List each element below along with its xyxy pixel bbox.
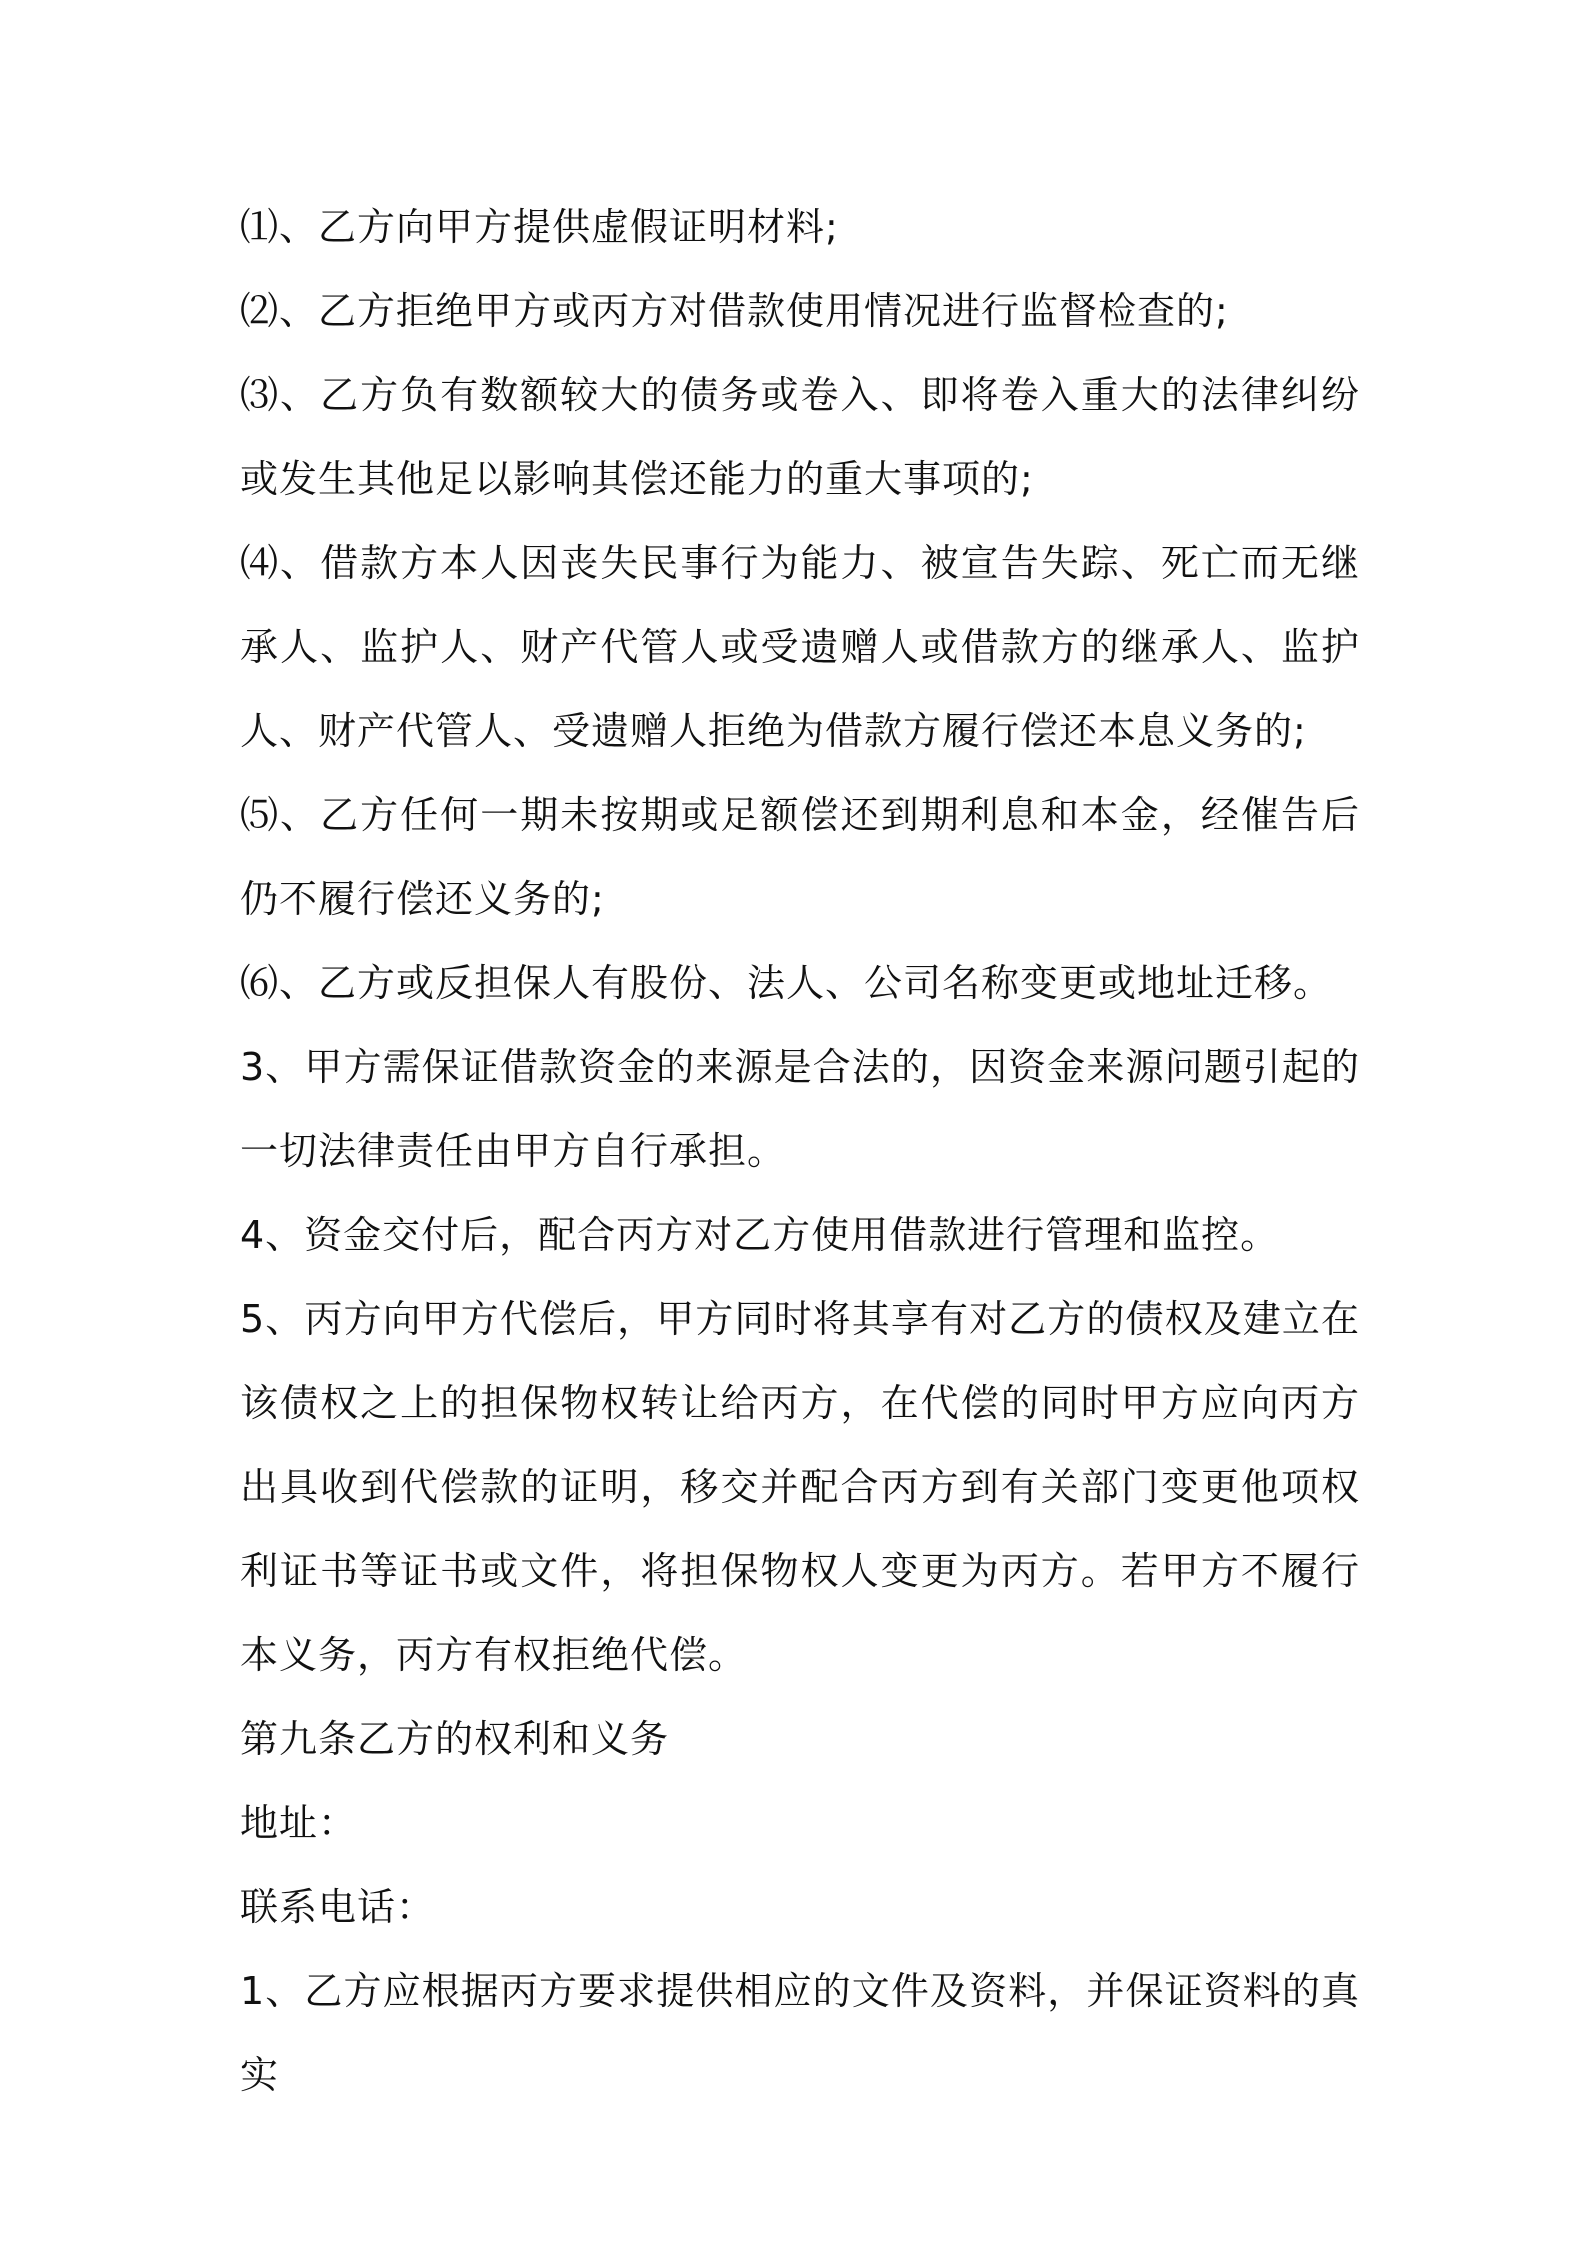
clause-item-4: ⑷、借款方本人因丧失民事行为能力、被宣告失踪、死亡而无继承人、监护人、财产代管人或受遗赠人或借款方的继承人、监护人、财产代管人、受遗赠人拒绝为借款方履行偿还本息义务的; bbox=[240, 541, 1360, 753]
phone-label: 联系电话： bbox=[240, 1885, 436, 1929]
clause-item-5: ⑸、乙方任何一期未按期或足额偿还到期利息和本金，经催告后仍不履行偿还义务的; bbox=[240, 793, 1360, 921]
paragraph-article-9-1: 1、乙方应根据丙方要求提供相应的文件及资料，并保证资料的真实 bbox=[240, 1969, 1360, 2097]
clause-item-2: ⑵、乙方拒绝甲方或丙方对借款使用情况进行监督检查的; bbox=[240, 289, 1229, 333]
clause-item-6: ⑹、乙方或反担保人有股份、法人、公司名称变更或地址迁移。 bbox=[240, 961, 1333, 1005]
paragraph-4: 4、资金交付后，配合丙方对乙方使用借款进行管理和监控。 bbox=[240, 1213, 1280, 1257]
section-heading-article-9: 第九条乙方的权利和义务 bbox=[240, 1717, 670, 1761]
clause-item-1: ⑴、乙方向甲方提供虚假证明材料; bbox=[240, 205, 839, 249]
paragraph-5: 5、丙方向甲方代偿后，甲方同时将其享有对乙方的债权及建立在该债权之上的担保物权转让给丙方，在代偿的同时甲方应向丙方出具收到代偿款的证明，移交并配合丙方到有关部门变更他项权利证书等证书或文件，将担保物权人变更为丙方。若甲方不履行本义务，丙方有权拒绝代偿。 bbox=[240, 1297, 1360, 1677]
clause-item-3: ⑶、乙方负有数额较大的债务或卷入、即将卷入重大的法律纠纷或发生其他足以影响其偿还能力的重大事项的; bbox=[240, 373, 1360, 501]
address-label: 地址： bbox=[240, 1801, 358, 1845]
document-body bbox=[240, 185, 1360, 2117]
paragraph-3: 3、甲方需保证借款资金的来源是合法的，因资金来源问题引起的一切法律责任由甲方自行承担。 bbox=[240, 1045, 1360, 1173]
